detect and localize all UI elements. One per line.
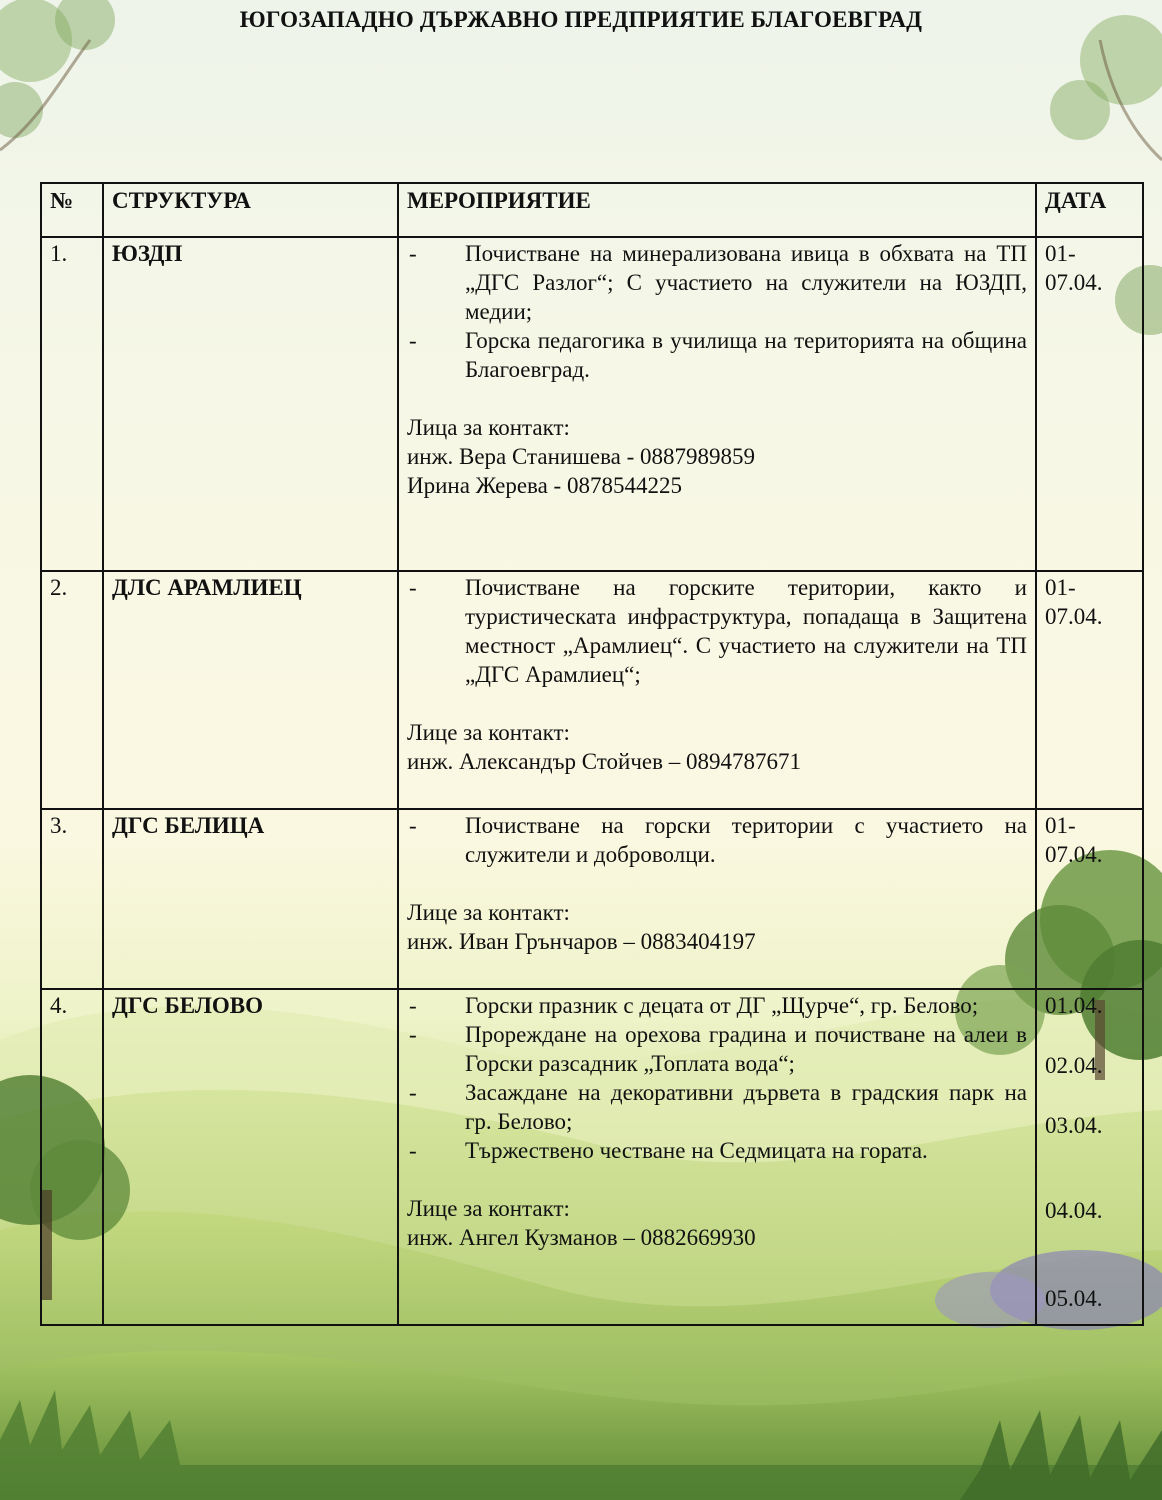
row-num: 4. (41, 989, 103, 1325)
activity-list (407, 573, 1027, 689)
date-list (1045, 811, 1134, 869)
date-value: 05.04. (1045, 1286, 1103, 1311)
date-value: 01.04. (1045, 993, 1103, 1018)
activity-item: - Почистване на горските територии, както и туристическата инфраструктура, попадаща в Защитена местност „Арамлиец“. С участието на служители на ТП „ДГС Арамлиец“; (407, 573, 1027, 689)
contact-person: инж. Ангел Кузманов – 0882669930 (407, 1225, 756, 1250)
row-num: 3. (41, 809, 103, 989)
date-value: 03.04. (1045, 1113, 1103, 1138)
contact-person: Ирина Жерева - 0878544225 (407, 473, 682, 498)
contact-block (407, 718, 1027, 776)
date-value: 01- (1045, 241, 1076, 266)
contact-label: Лице за контакт: (407, 720, 570, 745)
header-structure: СТРУКТУРА (103, 183, 398, 237)
date-value: 07.04. (1045, 604, 1103, 629)
contact-person: инж. Вера Станишева - 0887989859 (407, 444, 756, 469)
contact-label: Лица за контакт: (407, 415, 570, 440)
row-num: 1. (41, 237, 103, 571)
activity-list (407, 239, 1027, 384)
date-value: 07.04. (1045, 842, 1103, 867)
header-date: ДАТА (1036, 183, 1143, 237)
row-structure: ДГС БЕЛОВО (103, 989, 398, 1325)
contact-label: Лице за контакт: (407, 1196, 570, 1221)
date-value: 01- (1045, 575, 1076, 600)
date-list (1045, 991, 1134, 1313)
activity-item: - Прореждане на орехова градина и почистване на алеи в Горски разсадник „Топлата вода“; (407, 1020, 1027, 1078)
date-list (1045, 239, 1134, 297)
date-value: 04.04. (1045, 1198, 1103, 1223)
date-value: 02.04. (1045, 1053, 1103, 1078)
page-title: ЮГОЗАПАДНО ДЪРЖАВНО ПРЕДПРИЯТИЕ БЛАГОЕВГРАД (239, 7, 923, 32)
contact-label: Лице за контакт: (407, 900, 570, 925)
table-row (41, 237, 1143, 571)
row-event (398, 237, 1036, 571)
row-structure: ДЛС АРАМЛИЕЦ (103, 571, 398, 809)
row-structure: ЮЗДП (103, 237, 398, 571)
row-date (1036, 809, 1143, 989)
row-num: 2. (41, 571, 103, 809)
header-num: № (41, 183, 103, 237)
contact-block (407, 1194, 1027, 1252)
row-structure: ДГС БЕЛИЦА (103, 809, 398, 989)
table-row (41, 989, 1143, 1325)
table-row (41, 809, 1143, 989)
row-event (398, 989, 1036, 1325)
table-row (41, 571, 1143, 809)
activity-item: - Засаждане на декоративни дървета в градския парк на гр. Белово; (407, 1078, 1027, 1136)
contact-person: инж. Александър Стойчев – 0894787671 (407, 749, 801, 774)
date-list (1045, 573, 1134, 631)
row-event (398, 809, 1036, 989)
activity-item: - Тържествено честване на Седмицата на гората. (407, 1136, 1027, 1165)
activity-item: - Почистване на минерализована ивица в обхвата на ТП „ДГС Разлог“; С участието на служители на ЮЗДП, медии; (407, 239, 1027, 326)
activity-item: - Горски празник с децата от ДГ „Щурче“, гр. Белово; (407, 991, 1027, 1020)
table-header-row (41, 183, 1143, 237)
date-value: 01- (1045, 813, 1076, 838)
activity-item: - Горска педагогика в училища на територията на община Благоевград. (407, 326, 1027, 384)
header-event: МЕРОПРИЯТИЕ (398, 183, 1036, 237)
activity-list (407, 811, 1027, 869)
row-event (398, 571, 1036, 809)
activity-item: - Почистване на горски територии с участието на служители и доброволци. (407, 811, 1027, 869)
row-date (1036, 237, 1143, 571)
contact-person: инж. Иван Грънчаров – 0883404197 (407, 929, 756, 954)
date-value: 07.04. (1045, 270, 1103, 295)
row-date (1036, 571, 1143, 809)
row-date (1036, 989, 1143, 1325)
activity-list (407, 991, 1027, 1165)
contact-block (407, 898, 1027, 956)
contact-block (407, 413, 1027, 500)
events-table (40, 182, 1144, 1326)
